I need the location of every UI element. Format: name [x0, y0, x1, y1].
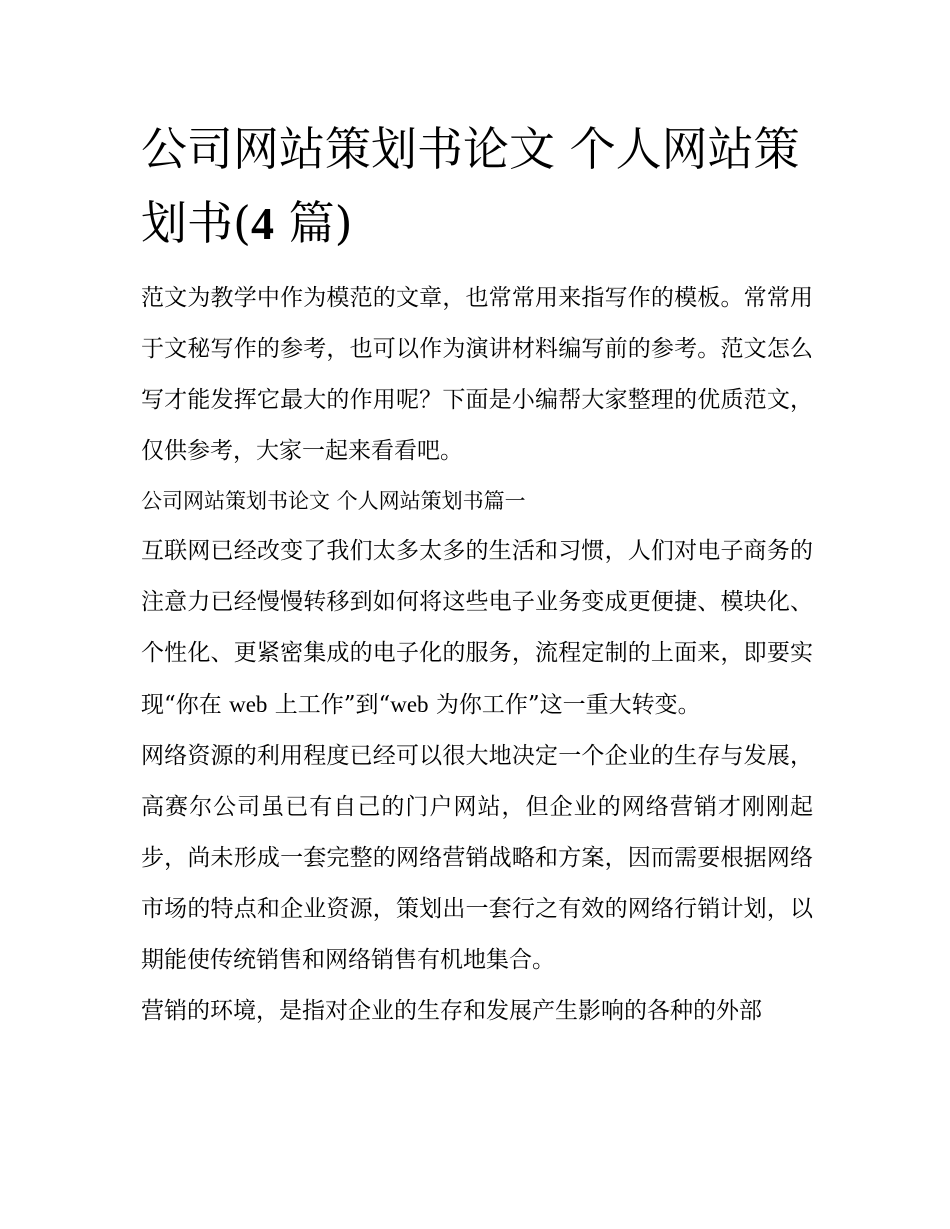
title-suffix: 篇) — [273, 196, 353, 250]
title-text: 公司网站策划书论文 个人网站策划书( — [141, 122, 800, 250]
document-title — [141, 112, 813, 261]
paragraph-1-web-2: web — [390, 692, 429, 717]
paragraph-2: 网络资源的利用程度已经可以很大地决定一个企业的生存与发展，高赛尔公司虽已有自己的门户网站，但企业的网络营销才刚刚起步，尚未形成一套完整的网络营销战略和方案，因而需要根据网络市场的特点和企业资源，策划出一套行之有效的网络行销计划，以期能使传统销售和网络销售有机地集合。 — [141, 743, 813, 973]
title-count: 4 — [250, 198, 274, 249]
document-body — [141, 112, 813, 1037]
paragraph-1-text-a: 互联网已经改变了我们太多太多的生活和习惯，人们对电子商务的注意力已经慢慢转移到如何将这些电子业务变成更便捷、模块化、个性化、更紧密集成的电子化的服务，流程定制的上面来，即要实现“你在 — [141, 538, 813, 718]
paragraph-1-text-b: 上工作”到“ — [267, 692, 391, 718]
paragraph-3: 营销的环境，是指对企业的生存和发展产生影响的各种的外部 — [141, 998, 762, 1024]
paragraph-1-text-c: 为你工作”这一重大转变。 — [428, 692, 701, 718]
paragraph-1 — [141, 526, 813, 731]
intro-paragraph: 范文为教学中作为模范的文章，也常常用来指写作的模板。常常用于文秘写作的参考，也可以作为演讲材料编写前的参考。范文怎么写才能发挥它最大的作用呢？下面是小编帮大家整理的优质范文，仅供参考，大家一起来看看吧。 — [141, 285, 813, 464]
paragraph-1-web-1: web — [229, 692, 268, 717]
section-heading: 公司网站策划书论文 个人网站策划书篇一 — [141, 489, 526, 513]
